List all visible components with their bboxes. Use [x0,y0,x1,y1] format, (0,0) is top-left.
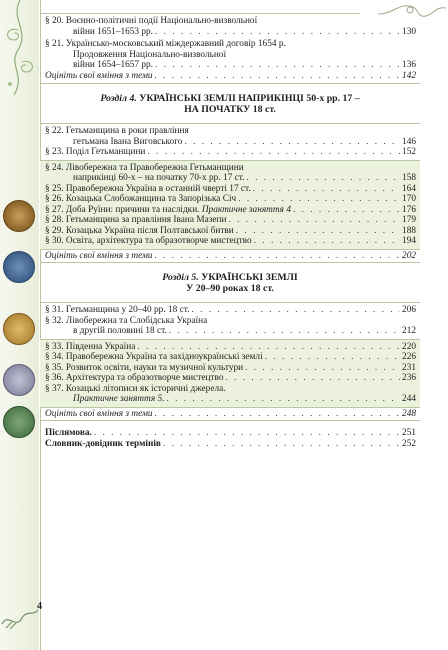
entry-26[interactable] [45,194,416,205]
entry-37-page: 244 [402,394,416,404]
entry-22-line1: § 22. Гетьманщина в роки правління [45,126,189,136]
entry-35-title: § 35. Розвиток освіти, науки та музичної культури [45,362,244,373]
entry-36[interactable] [45,373,416,384]
dot-leader [94,428,400,439]
eval-group-c [40,408,420,421]
entry-20-line1: § 20. Воєнно-політичні події Національно-визвольної [45,16,258,26]
entry-37-line1: § 37. Козацькі літописи як історичні джерела. [45,383,226,394]
entry-23-title: § 23. Поділ Гетьманщини [45,147,146,157]
glossary-title: Словник-довідник термінів [45,438,161,449]
entry-group-31-32 [40,303,420,339]
seal-medallion-4 [3,364,35,396]
entry-27-page: 176 [402,204,416,215]
entry-27[interactable] [45,205,416,216]
entry-22[interactable] [45,137,416,148]
eval-entry-c[interactable] [45,409,416,420]
entry-26-page: 170 [402,194,416,204]
floral-ornament-icon [0,0,40,100]
entry-21-page: 136 [402,60,416,70]
entry-28[interactable] [45,215,416,226]
entry-35[interactable] [45,363,416,374]
dot-leader [184,137,400,148]
dot-leader [155,27,400,38]
entry-37[interactable] [45,394,416,405]
dot-leader [155,60,400,71]
entry-25[interactable] [45,184,416,195]
dot-leader [246,173,400,184]
dot-leader [163,439,400,450]
dot-leader [245,363,400,374]
dot-leader [169,326,400,337]
dot-leader [254,236,400,247]
entry-21-line1: § 21. Українсько-московський міждержавний договір 1654 р. [45,39,286,49]
seal-medallion-5 [3,406,35,438]
eval-entry-b[interactable] [45,251,416,262]
entry-afterword[interactable] [40,428,420,439]
divider [40,83,420,84]
entry-34-page: 226 [402,352,416,362]
entry-31-page: 206 [402,305,416,315]
entry-29[interactable] [45,226,416,237]
entry-30-page: 194 [402,236,416,246]
entry-23[interactable] [45,147,416,158]
eval-b-page: 202 [402,250,416,261]
entry-33[interactable] [45,342,416,353]
entry-21-line2: війни 1654–1657 рр. [73,60,154,70]
entry-36-title: § 36. Архітектура та образотворче мистецтво [45,373,224,383]
entry-24[interactable] [45,173,416,184]
entry-27-text: § 27. Доба Руїни: причини та наслідки. [45,204,200,215]
entry-34[interactable] [45,352,416,363]
eval-label: Оцініть свої вміння з теми [45,70,153,81]
eval-label: Оцініть свої вміння з теми [45,408,153,419]
dot-leader [228,215,400,226]
section-4-heading [40,93,420,115]
eval-label: Оцініть свої вміння з теми [45,250,153,261]
entry-37-line2: Практичне заняття 5. [73,394,165,404]
section-5-label: Розділ 5. [162,272,199,283]
seal-medallion-2 [3,251,35,283]
dot-leader [155,409,400,420]
entry-22-line2: гетьмана Івана Виговського [73,136,183,147]
eval-entry-a[interactable] [45,71,416,84]
dot-leader [155,251,400,262]
entry-25-title: § 25. Правобережна Україна в останній чверті 17 ст. [45,183,251,194]
dot-leader [238,194,400,205]
entry-21-line1b: Продовження Національно-визвольної [73,49,227,60]
dot-leader [225,373,400,384]
eval-a-page: 142 [402,70,416,81]
eval-c-page: 248 [402,408,416,419]
table-of-contents [40,14,420,449]
dot-leader [155,71,400,82]
dot-leader [137,342,400,353]
entry-20-line2: війни 1651–1653 рр. [73,26,154,37]
dot-leader [147,147,400,158]
dot-leader [253,184,400,195]
divider [40,262,420,263]
dot-leader [166,394,400,405]
dot-leader [236,226,400,237]
page-number: 4 [37,601,42,612]
entry-32-page: 212 [402,326,416,336]
seal-medallion-3 [3,313,35,345]
entry-20[interactable] [45,27,416,38]
section-4-title-line1: УКРАЇНСЬКІ ЗЕМЛІ НАПРИКІНЦІ 50-х рр. 17 – [139,93,360,104]
eval-group-b [40,250,420,263]
entry-29-page: 188 [402,225,416,236]
entry-21[interactable] [45,60,416,71]
entry-32-line1: § 32. Лівобережна та Слобідська Україна [45,315,208,326]
entry-27-practical: Практичне заняття 4 [201,204,291,215]
entry-30-title: § 30. Освіта, архітектура та образотворче мистецтво [45,236,252,246]
entry-34-title: § 34. Правобережна Україна та західноукраїнські землі [45,352,263,362]
section-4-title-line2: НА ПОЧАТКУ 18 ст. [184,104,276,115]
entry-31[interactable] [45,305,416,316]
entry-24-line1: § 24. Лівобережна та Правобережна Гетьманщини [45,162,244,173]
seal-medallion-1 [3,200,35,232]
entry-22-page: 146 [402,136,416,147]
entry-30[interactable] [45,236,416,247]
entry-glossary[interactable] [40,439,420,450]
entry-24-page: 158 [402,173,416,183]
entry-group-24-30 [40,161,420,249]
entry-group-22-23 [40,124,420,160]
entry-33-page: 220 [402,341,416,352]
entry-group-33-37 [40,340,420,407]
entry-group-20-21 [40,14,420,83]
section-5-title-line2: У 20–90 роках 18 ст. [186,283,274,294]
entry-25-page: 164 [402,183,416,194]
entry-26-title: § 26. Козацька Слобожанщина та Запорізька Січ [45,194,237,204]
entry-36-page: 236 [402,373,416,383]
entry-31-title: § 31. Гетьманщина у 20–40 рр. 18 ст. [45,305,190,315]
afterword-page: 251 [402,428,416,438]
entry-24-line2: наприкінці 60-х – на початку 70-х рр. 17 ст. [73,173,245,183]
entry-27-title [45,205,291,216]
dot-leader [191,305,400,316]
footer-flourish-icon [0,602,40,632]
entry-33-title: § 33. Південна Україна [45,341,136,352]
section-5-title-line1: УКРАЇНСЬКІ ЗЕМЛІ [201,272,298,283]
glossary-page: 252 [402,438,416,449]
entry-29-title: § 29. Козацька Україна після Полтавської битви [45,225,234,236]
section-4-label: Розділ 4. [100,93,137,104]
entry-28-title: § 28. Гетьманщина за правління Івана Мазепи [45,215,227,225]
afterword-title: Післямова. [45,428,92,438]
entry-35-page: 231 [402,362,416,373]
entry-32[interactable] [45,326,416,337]
section-5-heading [40,272,420,294]
entry-23-page: 152 [402,147,416,157]
entry-20-page: 130 [402,26,416,37]
entry-28-page: 179 [402,215,416,225]
dot-leader [293,205,400,216]
dot-leader [265,352,400,363]
entry-32-line2: в другій половині 18 ст. [73,326,167,336]
